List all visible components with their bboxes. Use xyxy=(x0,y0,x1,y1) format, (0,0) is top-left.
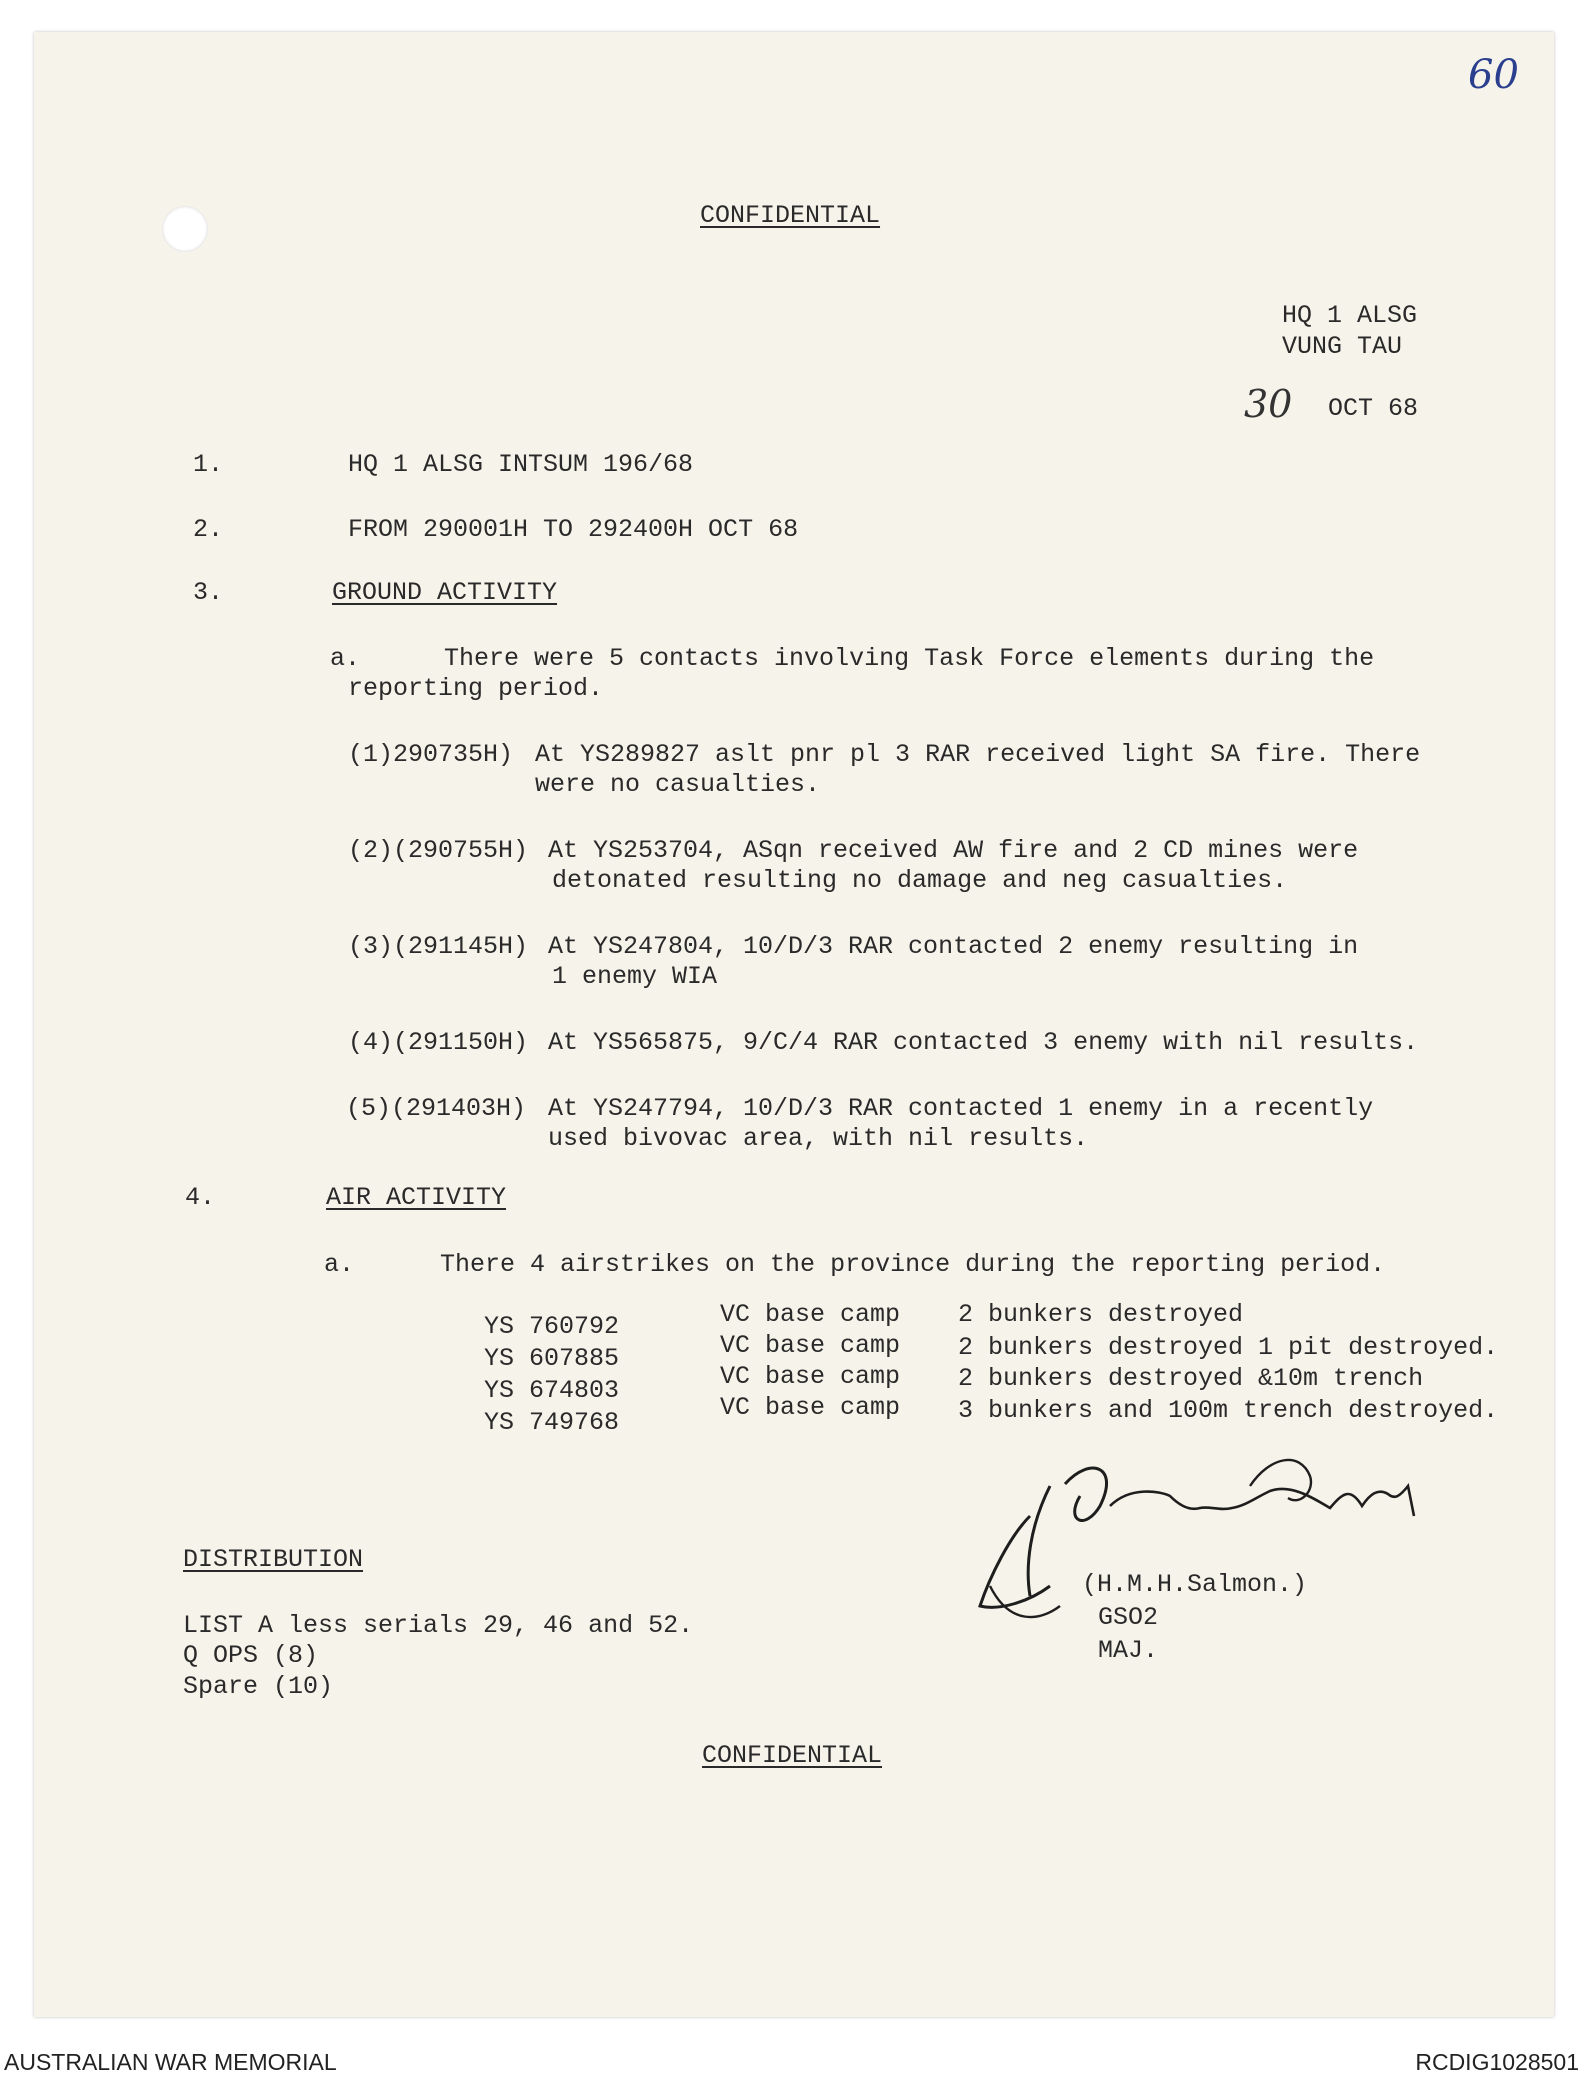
strike-result: 3 bunkers and 100m trench destroyed. xyxy=(958,1396,1499,1425)
strike-target: VC base camp xyxy=(720,1362,901,1391)
item-number-3: 3. xyxy=(193,578,224,607)
contact-5-line2: used bivovac area, with nil results. xyxy=(548,1124,1089,1153)
contact-2-line1: At YS253704, ASqn received AW fire and 2 CD mines were xyxy=(548,836,1359,865)
air-para-text: There 4 airstrikes on the province during the reporting period. xyxy=(440,1250,1386,1279)
contact-1-line2: were no casualties. xyxy=(535,770,821,799)
signatory-rank: MAJ. xyxy=(1098,1636,1159,1665)
intsum-title: HQ 1 ALSG INTSUM 196/68 xyxy=(348,450,694,479)
signatory-name: (H.M.H.Salmon.) xyxy=(1082,1570,1308,1599)
ground-para-line2: reporting period. xyxy=(348,674,604,703)
contact-2-line2: detonated resulting no damage and neg casualties. xyxy=(552,866,1288,895)
contact-1-prefix: (1)290735H) xyxy=(348,740,514,769)
header-date: OCT 68 xyxy=(1328,394,1419,423)
reporting-period: FROM 290001H TO 292400H OCT 68 xyxy=(348,515,799,544)
air-para-label: a. xyxy=(324,1250,355,1279)
strike-grid: YS 749768 xyxy=(484,1408,620,1437)
contact-3-line1: At YS247804, 10/D/3 RAR contacted 2 enemy resulting in xyxy=(548,932,1359,961)
strike-target: VC base camp xyxy=(720,1300,901,1329)
distribution-line: Q OPS (8) xyxy=(183,1641,319,1670)
header-date-day: 30 xyxy=(1244,382,1293,426)
contact-1-line1: At YS289827 aslt pnr pl 3 RAR received light SA fire. There xyxy=(535,740,1421,769)
contact-3-prefix: (3)(291145H) xyxy=(348,932,529,961)
ground-activity-heading: GROUND ACTIVITY xyxy=(332,578,558,607)
strike-grid: YS 674803 xyxy=(484,1376,620,1405)
strike-result: 2 bunkers destroyed xyxy=(958,1300,1244,1329)
page-number: 60 xyxy=(1468,52,1519,98)
classification-top: CONFIDENTIAL xyxy=(700,201,881,230)
air-activity-heading: AIR ACTIVITY xyxy=(326,1183,507,1212)
signature-scrawl xyxy=(970,1436,1440,1636)
strike-target: VC base camp xyxy=(720,1331,901,1360)
strike-result: 2 bunkers destroyed &10m trench xyxy=(958,1364,1424,1393)
item-number-1: 1. xyxy=(193,450,224,479)
header-location: VUNG TAU xyxy=(1282,332,1403,361)
strike-target: VC base camp xyxy=(720,1393,901,1422)
item-number-4: 4. xyxy=(185,1183,216,1212)
ground-para-line1: There were 5 contacts involving Task Force elements during the xyxy=(444,644,1375,673)
contact-5-line1: At YS247794, 10/D/3 RAR contacted 1 enemy in a recently xyxy=(548,1094,1374,1123)
contact-4-line1: At YS565875, 9/C/4 RAR contacted 3 enemy with nil results. xyxy=(548,1028,1419,1057)
header-unit: HQ 1 ALSG xyxy=(1282,301,1418,330)
archive-credit: AUSTRALIAN WAR MEMORIAL xyxy=(4,2049,337,2075)
distribution-line: Spare (10) xyxy=(183,1672,334,1701)
contact-3-line2: 1 enemy WIA xyxy=(552,962,718,991)
item-number-2: 2. xyxy=(193,515,224,544)
contact-2-prefix: (2)(290755H) xyxy=(348,836,529,865)
contact-4-prefix: (4)(291150H) xyxy=(348,1028,529,1057)
signatory-role: GSO2 xyxy=(1098,1603,1159,1632)
contact-5-prefix: (5)(291403H) xyxy=(346,1094,527,1123)
strike-grid: YS 607885 xyxy=(484,1344,620,1373)
ground-para-label: a. xyxy=(330,644,361,673)
strike-grid: YS 760792 xyxy=(484,1312,620,1341)
archive-reference: RCDIG1028501 xyxy=(1415,2049,1579,2075)
distribution-heading: DISTRIBUTION xyxy=(183,1545,364,1574)
punch-hole xyxy=(162,206,208,252)
classification-bottom: CONFIDENTIAL xyxy=(702,1741,883,1770)
strike-result: 2 bunkers destroyed 1 pit destroyed. xyxy=(958,1333,1499,1362)
distribution-line: LIST A less serials 29, 46 and 52. xyxy=(183,1611,694,1640)
